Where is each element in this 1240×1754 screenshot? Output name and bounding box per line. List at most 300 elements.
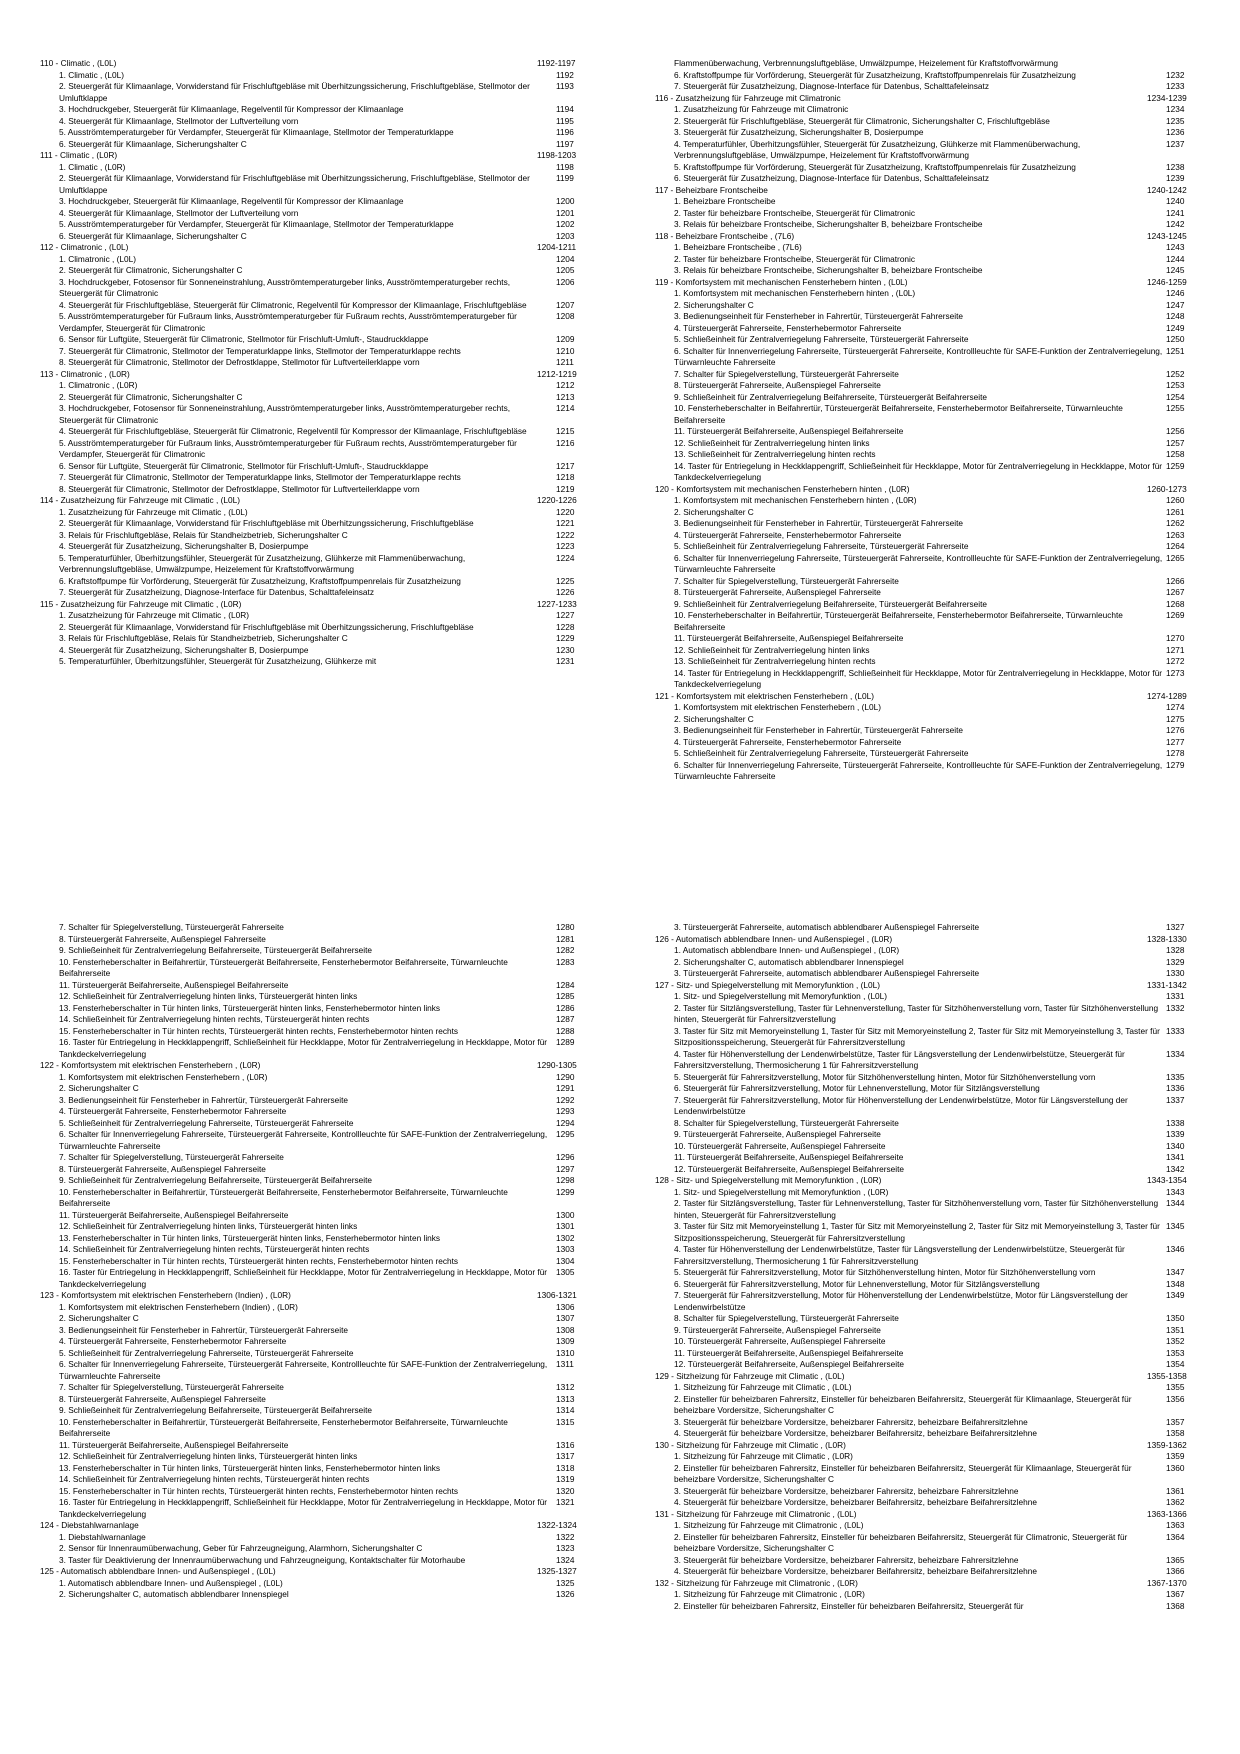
toc-entry[interactable]: [655, 1497, 1226, 1509]
entry-title: 6. Steuergerät für Klimaanlage, Sicherungshalter C: [59, 138, 247, 149]
section-heading[interactable]: [40, 495, 611, 507]
toc-entry[interactable]: [655, 760, 1226, 783]
entry-page: 1220-1226: [537, 495, 577, 505]
toc-entry[interactable]: [40, 196, 611, 208]
toc-entry[interactable]: [655, 1221, 1226, 1244]
entry-title: 128 - Sitz- und Spiegelverstellung mit Memoryfunktion , (L0R): [655, 1175, 882, 1185]
toc-entry[interactable]: [655, 1313, 1226, 1325]
toc-entry[interactable]: [655, 1198, 1226, 1221]
toc-entry[interactable]: [40, 1118, 611, 1130]
entry-title: 1. Komfortsystem mit mechanischen Fensterhebern hinten , (L0L): [674, 288, 916, 298]
entry-page: 1225: [556, 575, 575, 586]
toc-entry[interactable]: [40, 254, 611, 266]
toc-entry[interactable]: [40, 541, 611, 553]
toc-entry[interactable]: [655, 1072, 1226, 1084]
toc-entry[interactable]: [40, 945, 611, 957]
toc-entry[interactable]: [40, 334, 611, 346]
toc-entry[interactable]: [655, 1532, 1226, 1555]
toc-entry[interactable]: [40, 1221, 611, 1233]
entry-page: 1339: [1166, 1129, 1185, 1139]
toc-entry[interactable]: [655, 599, 1226, 611]
entry-page: 1273: [1166, 667, 1185, 678]
toc-entry[interactable]: [40, 957, 611, 980]
toc-entry[interactable]: [655, 610, 1226, 633]
entry-title: 3. Hochdruckgeber, Fotosensor für Sonneneinstrahlung, Ausströmtemperaturgeber links, Ausströmtemperaturgeber rechts, Steuergerät für Climatronic: [59, 403, 511, 425]
section-heading[interactable]: [40, 1520, 611, 1532]
toc-entry[interactable]: [40, 507, 611, 519]
toc-entry[interactable]: [655, 1083, 1226, 1095]
toc-entry[interactable]: [40, 656, 611, 668]
entry-title: 4. Steuergerät für Frischluftgebläse, Steuergerät für Climatronic, Regelventil für Kompressor der Klimaanlage, Frischluftgebläse: [59, 299, 527, 310]
section-heading[interactable]: [40, 1566, 611, 1578]
toc-entry[interactable]: [40, 1175, 611, 1187]
toc-entry[interactable]: [655, 1026, 1226, 1049]
entry-title: 124 - Diebstahlwarnanlage: [40, 1520, 139, 1530]
toc-entry[interactable]: [655, 957, 1226, 969]
entry-page: 1246: [1166, 288, 1185, 298]
toc-entry[interactable]: [655, 968, 1226, 980]
toc-entry[interactable]: [40, 1451, 611, 1463]
entry-page: [1166, 58, 1226, 70]
entry-title: 6. Schalter für Innenverriegelung Fahrerseite, Türsteuergerät Fahrerseite, Kontrollleuchte für SAFE-Funktion der Zentralverriegelung, Türwarnleuchte Fahrerseite: [674, 759, 1163, 781]
toc-entry[interactable]: [40, 1233, 611, 1245]
toc-entry[interactable]: [655, 173, 1226, 185]
entry-title: 3. Bedienungseinheit für Fensterheber in Fahrertür, Türsteuergerät Fahrerseite: [674, 311, 964, 321]
toc-entry[interactable]: [40, 403, 611, 426]
toc-entry[interactable]: [40, 208, 611, 220]
toc-entry[interactable]: [40, 1244, 611, 1256]
toc-entry[interactable]: [655, 1486, 1226, 1498]
toc-entry[interactable]: [655, 311, 1226, 323]
toc-entry[interactable]: [40, 1486, 611, 1498]
toc-entry[interactable]: [40, 1187, 611, 1210]
toc-entry[interactable]: [655, 461, 1226, 484]
toc-entry[interactable]: [40, 587, 611, 599]
entry-title: 13. Fensterheberschalter in Tür hinten links, Türsteuergerät hinten links, Fensterhebermotor hinten links: [59, 1232, 441, 1243]
toc-entry[interactable]: [655, 725, 1226, 737]
toc-entry[interactable]: [655, 1049, 1226, 1072]
entry-title: 2. Steuergerät für Climatronic, Sicherungshalter C: [59, 391, 243, 402]
entry-page: 1197: [556, 138, 574, 149]
toc-entry[interactable]: [40, 1578, 611, 1590]
section-heading[interactable]: [40, 1060, 611, 1072]
toc-entry[interactable]: [40, 1463, 611, 1475]
toc-entry[interactable]: [655, 668, 1226, 691]
entry-title: 10. Fensterheberschalter in Beifahrertür, Türsteuergerät Beifahrerseite, Fensterhebermotor Beifahrerseite, Türwarnleuchte Beifahrerseite: [59, 1186, 508, 1208]
entry-title: 6. Steuergerät für Klimaanlage, Sicherungshalter C: [59, 230, 247, 241]
toc-entry[interactable]: [655, 1325, 1226, 1337]
entry-title: 1. Automatisch abblendbare Innen- und Außenspiegel , (L0L): [59, 1577, 283, 1588]
toc-entry[interactable]: [655, 162, 1226, 174]
toc-entry[interactable]: [40, 1095, 611, 1107]
entry-page: 1367-1370: [1147, 1577, 1187, 1588]
entry-page: 1284: [556, 979, 575, 990]
entry-title: 12. Schließeinheit für Zentralverriegelung hinten links, Türsteuergerät hinten links: [59, 1221, 358, 1231]
toc-entry[interactable]: [655, 438, 1226, 450]
section-heading[interactable]: [655, 691, 1226, 703]
toc-entry[interactable]: [655, 541, 1226, 553]
toc-entry[interactable]: [40, 346, 611, 358]
toc-entry[interactable]: [40, 553, 611, 576]
toc-entry[interactable]: [40, 438, 611, 461]
toc-entry[interactable]: [40, 1532, 611, 1544]
toc-entry[interactable]: [40, 1037, 611, 1060]
toc-entry[interactable]: [40, 219, 611, 231]
toc-entry[interactable]: [655, 219, 1226, 231]
entry-title: 6. Schalter für Innenverriegelung Fahrerseite, Türsteuergerät Fahrerseite, Kontrollleuchte für SAFE-Funktion der Zentralverriegelung, Türwarnleuchte Fahrerseite: [674, 552, 1163, 574]
toc-entry[interactable]: [655, 945, 1226, 957]
toc-entry[interactable]: [655, 1152, 1226, 1164]
toc-entry[interactable]: [40, 1302, 611, 1314]
toc-entry[interactable]: [655, 1141, 1226, 1153]
toc-entry[interactable]: [655, 242, 1226, 254]
toc-entry[interactable]: [40, 1474, 611, 1486]
entry-page: 1266: [1166, 575, 1185, 586]
entry-page: 1322-1324: [537, 1520, 577, 1530]
toc-entry[interactable]: [655, 1290, 1226, 1313]
toc-entry[interactable]: [40, 139, 611, 151]
section-heading[interactable]: [40, 1290, 611, 1302]
toc-entry[interactable]: [40, 81, 611, 104]
entry-page: 1196: [556, 127, 574, 137]
entry-title: 4. Taster für Höhenverstellung der Lendenwirbelstütze, Taster für Längsverstellung der Lendenwirbelstütze, Steuergerät für Fahrersitzverstellung, Thermosicherung 1 für Fahrersitzverstellung: [674, 1244, 1125, 1266]
toc-entry[interactable]: [40, 1083, 611, 1095]
toc-entry[interactable]: [40, 1267, 611, 1290]
entry-page: 1192: [556, 69, 574, 80]
toc-entry[interactable]: [40, 991, 611, 1003]
toc-entry[interactable]: [655, 1601, 1226, 1613]
toc-entry[interactable]: [40, 311, 611, 334]
toc-entry[interactable]: [655, 1187, 1226, 1199]
toc-entry[interactable]: [40, 392, 611, 404]
entry-title: 4. Türsteuergerät Fahrerseite, Fensterhebermotor Fahrerseite: [674, 736, 902, 747]
entry-page: 1345: [1166, 1221, 1185, 1231]
toc-entry[interactable]: [40, 518, 611, 530]
toc-entry[interactable]: [40, 162, 611, 174]
section-heading[interactable]: [655, 1371, 1226, 1383]
toc-entry[interactable]: [655, 139, 1226, 162]
entry-page: 1203: [556, 230, 575, 241]
toc-entry[interactable]: [40, 1072, 611, 1084]
toc-entry[interactable]: [40, 1026, 611, 1038]
entry-page: 1237: [1166, 138, 1185, 149]
entry-title: 7. Schalter für Spiegelverstellung, Türsteuergerät Fahrerseite: [674, 575, 899, 586]
section-heading[interactable]: [655, 185, 1226, 197]
toc-entry[interactable]: [655, 1382, 1226, 1394]
entry-page: 1217: [556, 460, 575, 471]
toc-entry[interactable]: [655, 633, 1226, 645]
toc-entry[interactable]: [655, 1279, 1226, 1291]
toc-entry[interactable]: [40, 980, 611, 992]
entry-title: 1. Beheizbare Frontscheibe , (7L6): [674, 242, 802, 252]
entry-title: 1. Komfortsystem mit elektrischen Fensterhebern , (L0L): [674, 702, 882, 712]
toc-entry[interactable]: [40, 104, 611, 116]
entry-title: 2. Steuergerät für Klimaanlage, Vorwiderstand für Frischluftgebläse mit Überhitzungssicherung, Frischluftgebläse: [59, 621, 474, 632]
toc-entry[interactable]: [40, 1382, 611, 1394]
toc-entry[interactable]: [655, 553, 1226, 576]
toc-entry[interactable]: [655, 288, 1226, 300]
entry-page: 1330: [1166, 968, 1185, 978]
entry-title: 7. Schalter für Spiegelverstellung, Türsteuergerät Fahrerseite: [674, 368, 899, 379]
entry-title: 8. Türsteuergerät Fahrerseite, Außenspiegel Fahrerseite: [674, 380, 881, 390]
entry-title: Flammenüberwachung, Verbrennungsluftgebläse, Umwälzpumpe, Heizelement für Kraftstoffvorwärmung: [674, 58, 1058, 68]
toc-entry[interactable]: [655, 1129, 1226, 1141]
toc-entry[interactable]: [40, 633, 611, 645]
entry-page: 1353: [1166, 1347, 1185, 1358]
toc-entry[interactable]: [655, 587, 1226, 599]
entry-page: 1240-1242: [1147, 184, 1187, 195]
toc-entry[interactable]: [655, 991, 1226, 1003]
toc-entry[interactable]: [40, 1325, 611, 1337]
entry-page: 1355: [1166, 1382, 1185, 1392]
toc-entry[interactable]: [40, 610, 611, 622]
toc-entry[interactable]: [655, 1244, 1226, 1267]
entry-page: 1200: [556, 196, 575, 206]
entry-title: 7. Steuergerät für Fahrersitzverstellung, Motor für Höhenverstellung der Lendenwirbelstütze, Motor für Längsverstellung der Lendenwirbelstütze: [674, 1290, 1128, 1312]
section-heading[interactable]: [40, 369, 611, 381]
entry-title: 16. Taster für Entriegelung in Heckklappengriff, Schließeinheit für Heckklappe, Motor für Zentralverriegelung in Heckklappe, Motor für Tankdeckelverriegelung: [59, 1037, 548, 1059]
toc-entry[interactable]: [40, 484, 611, 496]
entry-page: 1231: [556, 656, 575, 666]
toc-entry[interactable]: [655, 495, 1226, 507]
toc-entry[interactable]: [655, 702, 1226, 714]
entry-title: 2. Taster für Sitzlängsverstellung, Taster für Lehnenverstellung, Taster für Sitzhöhenverstellung vorn, Taster für Sitzhöhenverstellung hinten, Steuergerät für Fahrersitzverstellung: [674, 1002, 1159, 1024]
entry-page: 1311: [556, 1359, 574, 1369]
toc-entry[interactable]: [40, 357, 611, 369]
toc-entry[interactable]: [655, 1589, 1226, 1601]
toc-entry[interactable]: [655, 323, 1226, 335]
entry-page: 1364: [1166, 1531, 1185, 1542]
toc-entry[interactable]: [40, 934, 611, 946]
entry-page: 1315: [556, 1416, 575, 1427]
entry-title: 3. Taster für Sitz mit Memoryeinstellung 1, Taster für Sitz mit Memoryeinstellung 2, Taster für Sitz mit Memoryeinstellung 3, Taster für Sitzpositionsspeicherung, Steuergerät für Fahrersitzverstellung: [674, 1025, 1160, 1047]
toc-entry[interactable]: [40, 1405, 611, 1417]
entry-page: 1290: [556, 1071, 575, 1082]
toc-entry[interactable]: [655, 208, 1226, 220]
toc-entry[interactable]: [655, 58, 1226, 70]
entry-title: 10. Fensterheberschalter in Beifahrertür, Türsteuergerät Beifahrerseite, Fensterhebermotor Beifahrerseite, Türwarnleuchte Beifahrerseite: [59, 1416, 508, 1438]
toc-entry[interactable]: [655, 196, 1226, 208]
toc-entry[interactable]: [655, 81, 1226, 93]
toc-entry[interactable]: [655, 265, 1226, 277]
toc-entry[interactable]: [40, 1003, 611, 1015]
toc-entry[interactable]: [655, 127, 1226, 139]
toc-entry[interactable]: [40, 1359, 611, 1382]
toc-entry[interactable]: [40, 1164, 611, 1176]
toc-entry[interactable]: [655, 748, 1226, 760]
toc-entry[interactable]: [40, 922, 611, 934]
entry-title: 7. Steuergerät für Zusatzheizung, Diagnose-Interface für Datenbus, Schalttafeleinsatz: [59, 587, 374, 597]
toc-entry[interactable]: [655, 1394, 1226, 1417]
toc-entry[interactable]: [655, 369, 1226, 381]
toc-entry[interactable]: [655, 1451, 1226, 1463]
toc-entry[interactable]: [655, 1118, 1226, 1130]
entry-page: 1357: [1166, 1416, 1185, 1427]
toc-entry[interactable]: [655, 449, 1226, 461]
section-heading[interactable]: [655, 484, 1226, 496]
toc-entry[interactable]: [655, 334, 1226, 346]
toc-entry[interactable]: [40, 380, 611, 392]
section-heading[interactable]: [655, 1440, 1226, 1452]
toc-entry[interactable]: [655, 530, 1226, 542]
toc-entry[interactable]: [40, 1348, 611, 1360]
toc-entry[interactable]: [40, 1543, 611, 1555]
toc-entry[interactable]: [655, 70, 1226, 82]
entry-title: 9. Schließeinheit für Zentralverriegelung Beifahrerseite, Türsteuergerät Beifahrerseite: [59, 1175, 372, 1185]
toc-entry[interactable]: [655, 254, 1226, 266]
section-heading[interactable]: [655, 934, 1226, 946]
section-heading[interactable]: [655, 1175, 1226, 1187]
toc-entry[interactable]: [655, 380, 1226, 392]
toc-entry[interactable]: [40, 1394, 611, 1406]
entry-page: 1343-1354: [1147, 1175, 1187, 1185]
entry-page: 1272: [1166, 656, 1185, 666]
entry-title: 1. Climatronic , (L0L): [59, 253, 137, 264]
toc-entry[interactable]: [40, 1336, 611, 1348]
toc-entry[interactable]: [40, 576, 611, 588]
entry-page: 1240: [1166, 196, 1185, 206]
entry-title: 11. Türsteuergerät Beifahrerseite, Außenspiegel Beifahrerseite: [59, 1209, 289, 1220]
toc-entry[interactable]: [655, 1348, 1226, 1360]
toc-entry[interactable]: [40, 1440, 611, 1452]
entry-title: 130 - Sitzheizung für Fahrzeuge mit Climatic , (L0R): [655, 1439, 846, 1450]
entry-title: 9. Türsteuergerät Fahrerseite, Außenspiegel Fahrerseite: [674, 1129, 881, 1139]
toc-entry[interactable]: [40, 1589, 611, 1601]
toc-entry[interactable]: [40, 277, 611, 300]
entry-page: 1318: [556, 1462, 575, 1473]
entry-page: 1328: [1166, 945, 1185, 955]
toc-entry[interactable]: [655, 1555, 1226, 1567]
entry-page: 1251: [1166, 345, 1185, 356]
toc-entry[interactable]: [655, 392, 1226, 404]
entry-title: 10. Türsteuergerät Fahrerseite, Außenspiegel Fahrerseite: [674, 1336, 886, 1346]
entry-title: 4. Steuergerät für beheizbare Vordersitze, beheizbarer Beifahrersitz, beheizbare Beifahrersitzlehne: [674, 1428, 1037, 1438]
toc-entry[interactable]: [655, 576, 1226, 588]
entry-title: 3. Relais für beheizbare Frontscheibe, Sicherungshalter B, beheizbare Frontscheibe: [674, 265, 983, 275]
entry-page: 1224: [556, 552, 575, 563]
entry-page: 1206: [556, 276, 575, 287]
toc-entry[interactable]: [655, 1336, 1226, 1348]
section-heading[interactable]: [655, 277, 1226, 289]
entry-page: 1282: [556, 945, 575, 955]
toc-entry[interactable]: [40, 231, 611, 243]
toc-entry[interactable]: [655, 300, 1226, 312]
toc-entry[interactable]: [655, 645, 1226, 657]
toc-entry[interactable]: [40, 426, 611, 438]
toc-entry[interactable]: [655, 656, 1226, 668]
entry-title: 11. Türsteuergerät Beifahrerseite, Außenspiegel Beifahrerseite: [59, 1439, 289, 1450]
entry-page: 1279: [1166, 759, 1185, 770]
section-heading[interactable]: [40, 58, 611, 70]
toc-entry[interactable]: [655, 346, 1226, 369]
column-left: [40, 58, 611, 668]
toc-entry[interactable]: [40, 127, 611, 139]
entry-page: 1214: [556, 403, 575, 413]
section-heading[interactable]: [40, 242, 611, 254]
entry-title: 11. Türsteuergerät Beifahrerseite, Außenspiegel Beifahrerseite: [59, 979, 289, 990]
toc-entry[interactable]: [655, 518, 1226, 530]
toc-entry[interactable]: [655, 1267, 1226, 1279]
toc-entry[interactable]: [655, 426, 1226, 438]
toc-entry[interactable]: [40, 1210, 611, 1222]
entry-title: 5. Schließeinheit für Zentralverriegelung Fahrerseite, Türsteuergerät Fahrerseite: [674, 541, 969, 551]
section-heading[interactable]: [655, 1578, 1226, 1590]
entry-title: 4. Steuergerät für Frischluftgebläse, Steuergerät für Climatronic, Regelventil für Kompressor der Klimaanlage, Frischluftgebläse: [59, 426, 527, 436]
toc-entry[interactable]: [40, 1417, 611, 1440]
entry-page: 1298: [556, 1175, 575, 1185]
toc-entry[interactable]: [655, 1359, 1226, 1371]
entry-page: 1293: [556, 1106, 575, 1116]
toc-entry[interactable]: [40, 1129, 611, 1152]
toc-entry[interactable]: [40, 622, 611, 634]
entry-page: 1210: [556, 345, 575, 356]
toc-entry[interactable]: [40, 1106, 611, 1118]
toc-entry[interactable]: [655, 116, 1226, 128]
entry-title: 15. Fensterheberschalter in Tür hinten rechts, Türsteuergerät hinten rechts, Fensterhebermotor hinten rechts: [59, 1025, 459, 1036]
toc-entry[interactable]: [40, 472, 611, 484]
toc-entry[interactable]: [655, 1428, 1226, 1440]
entry-page: 1212-1219: [537, 368, 577, 379]
toc-entry[interactable]: [40, 645, 611, 657]
entry-title: 6. Kraftstoffpumpe für Vorförderung, Steuergerät für Zusatzheizung, Kraftstoffpumpenrelais für Zusatzheizung: [674, 69, 1076, 80]
toc-entry[interactable]: [655, 1003, 1226, 1026]
toc-entry[interactable]: [655, 507, 1226, 519]
entry-title: 7. Schalter für Spiegelverstellung, Türsteuergerät Fahrerseite: [59, 1152, 284, 1162]
toc-entry[interactable]: [40, 116, 611, 128]
toc-entry[interactable]: [655, 1164, 1226, 1176]
section-heading[interactable]: [655, 980, 1226, 992]
toc-entry[interactable]: [655, 104, 1226, 116]
entry-page: 1289: [556, 1037, 575, 1047]
section-heading[interactable]: [655, 231, 1226, 243]
toc-entry[interactable]: [655, 922, 1226, 934]
entry-title: 5. Ausströmtemperaturgeber für Verdampfer, Steuergerät für Klimaanlage, Stellmotor der Temperaturklappe: [59, 219, 454, 229]
toc-entry[interactable]: [655, 1566, 1226, 1578]
section-heading[interactable]: [655, 1509, 1226, 1521]
toc-entry[interactable]: [40, 1014, 611, 1026]
entry-title: 3. Steuergerät für beheizbare Vordersitze, beheizbarer Fahrersitz, beheizbare Fahrersitzlehne: [674, 1554, 1019, 1565]
toc-entry[interactable]: [40, 530, 611, 542]
toc-entry[interactable]: [655, 714, 1226, 726]
toc-entry[interactable]: [40, 173, 611, 196]
toc-entry[interactable]: [655, 1520, 1226, 1532]
toc-entry[interactable]: [40, 265, 611, 277]
entry-page: 1297: [556, 1163, 575, 1174]
toc-entry[interactable]: [655, 1463, 1226, 1486]
toc-entry[interactable]: [40, 1555, 611, 1567]
toc-entry[interactable]: [40, 1256, 611, 1268]
toc-entry[interactable]: [655, 1417, 1226, 1429]
entry-title: 7. Steuergerät für Climatronic, Stellmotor der Temperaturklappe links, Stellmotor der Temperaturklappe rechts: [59, 472, 461, 482]
toc-entry[interactable]: [40, 1152, 611, 1164]
section-heading[interactable]: [40, 599, 611, 611]
section-heading[interactable]: [655, 93, 1226, 105]
toc-entry[interactable]: [655, 737, 1226, 749]
toc-entry[interactable]: [40, 1497, 611, 1520]
entry-title: 2. Sicherungshalter C, automatisch abblendbarer Innenspiegel: [674, 956, 904, 967]
section-heading[interactable]: [40, 150, 611, 162]
entry-page: 1274: [1166, 702, 1185, 712]
toc-entry[interactable]: [40, 461, 611, 473]
entry-page: 1316: [556, 1439, 575, 1450]
entry-title: 4. Steuergerät für Zusatzheizung, Sicherungshalter B, Dosierpumpe: [59, 541, 309, 551]
toc-entry[interactable]: [40, 300, 611, 312]
entry-title: 2. Sicherungshalter C, automatisch abblendbarer Innenspiegel: [59, 1589, 289, 1599]
toc-entry[interactable]: [655, 1095, 1226, 1118]
toc-entry[interactable]: [40, 1313, 611, 1325]
toc-entry[interactable]: [40, 70, 611, 82]
toc-entry[interactable]: [655, 403, 1226, 426]
